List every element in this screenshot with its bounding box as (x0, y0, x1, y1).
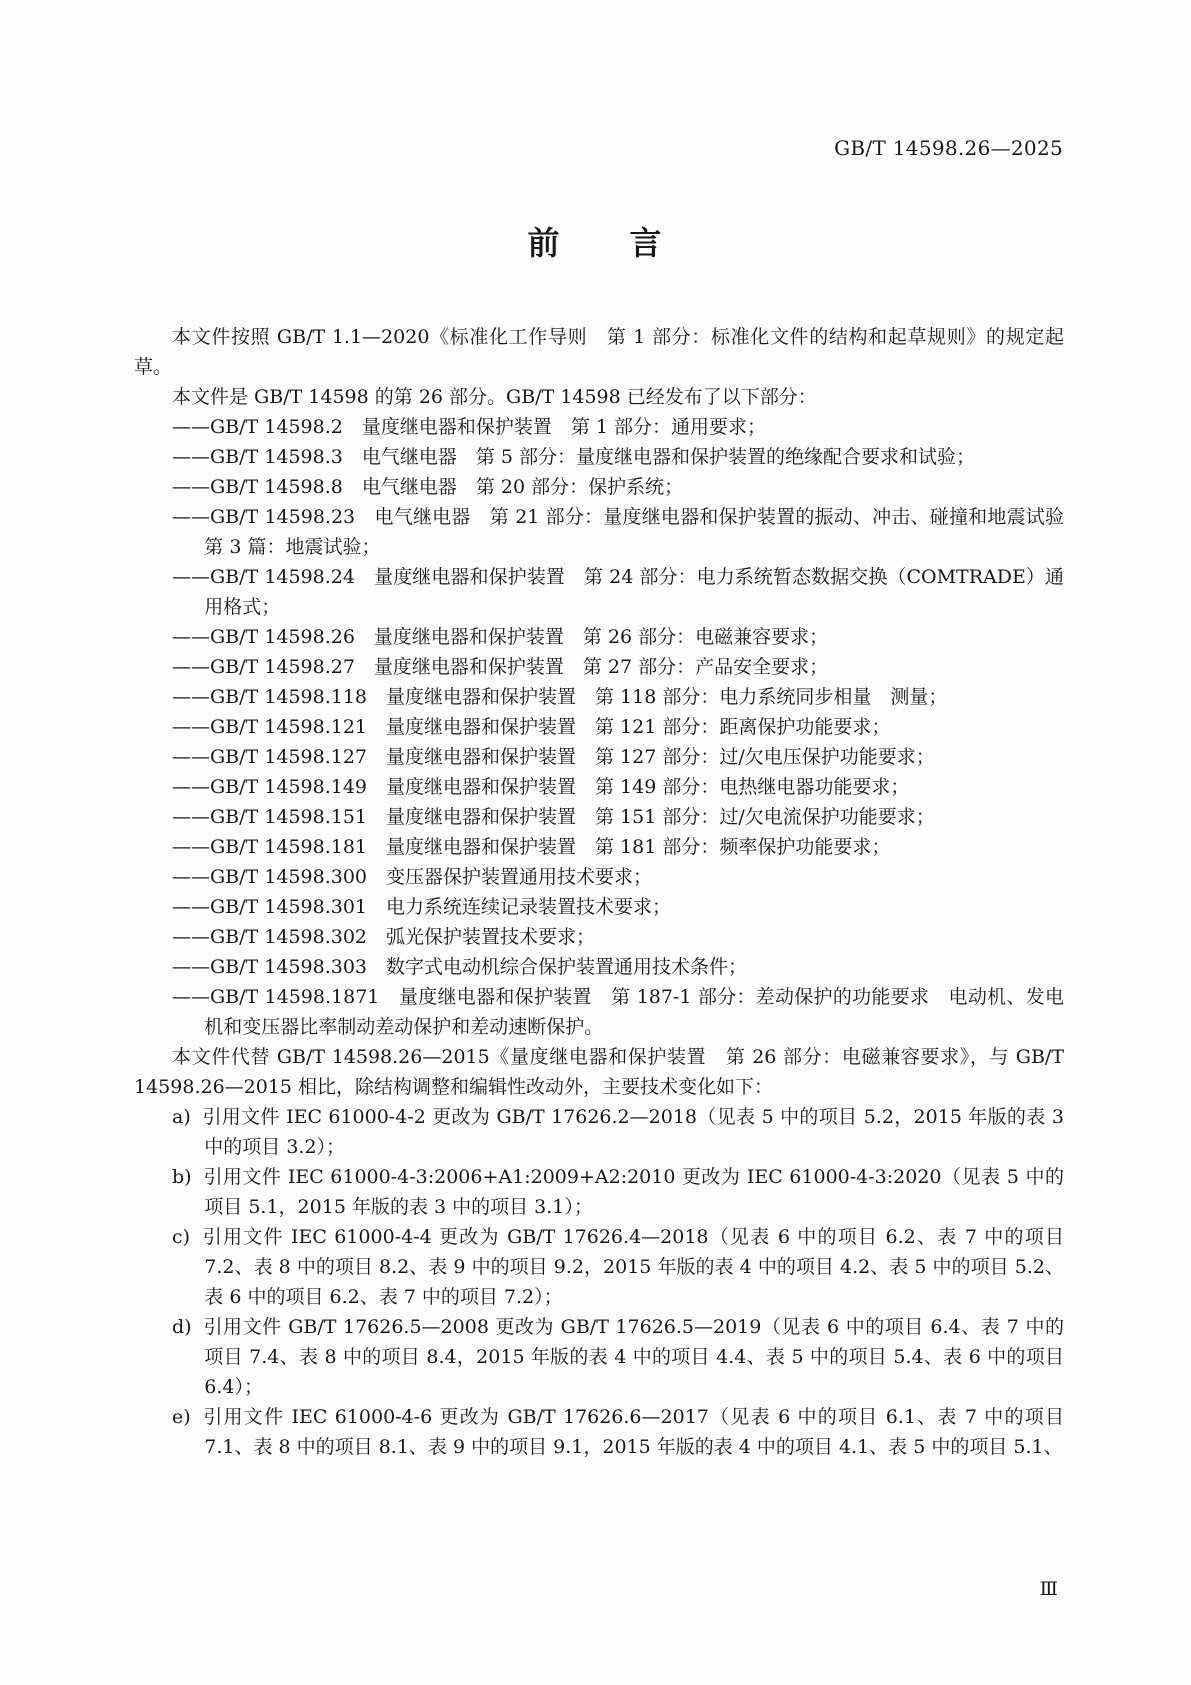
change-item-text: 引用文件 IEC 61000-4-3:2006+A1:2009+A2:2010 更改为 IEC 61000-4-3:2020（见表 5 中的项目 5.1，2015 年版的表 3 中的项目 3.1）； (202, 1166, 1064, 1218)
paragraph-drafting-rules: 本文件按照 GB/T 1.1—2020《标准化工作导则 第 1 部分：标准化文件的结构和起草规则》的规定起草。 (134, 326, 1064, 378)
change-item-label: a) (172, 1106, 191, 1128)
published-part-item: ——GB/T 14598.23 电气继电器 第 21 部分：量度继电器和保护装置的振动、冲击、碰撞和地震试验 第 3 篇：地震试验； (172, 506, 1084, 558)
doc-number: GB/T 14598.26—2025 (834, 136, 1063, 160)
published-part-item: ——GB/T 14598.121 量度继电器和保护装置 第 121 部分：距离保护功能要求； (172, 716, 891, 738)
published-part-item: ——GB/T 14598.181 量度继电器和保护装置 第 181 部分：频率保护功能要求； (172, 836, 891, 858)
page-title: 前 言 (527, 224, 664, 262)
paragraph-replacement: 本文件代替 GB/T 14598.26—2015《量度继电器和保护装置 第 26 部分：电磁兼容要求》，与 GB/T 14598.26—2015 相比，除结构调整和编辑性改动外，主要技术变化如下： (134, 1046, 1064, 1098)
change-item (134, 1312, 1064, 1402)
published-parts-list (134, 412, 1084, 1042)
published-part-item: ——GB/T 14598.2 量度继电器和保护装置 第 1 部分：通用要求； (172, 416, 766, 438)
doc-body (134, 322, 1084, 1462)
change-item (134, 1162, 1064, 1222)
change-item (134, 1222, 1064, 1312)
change-item (134, 1402, 1064, 1462)
published-part-item: ——GB/T 14598.8 电气继电器 第 20 部分：保护系统； (172, 476, 684, 498)
published-part-item: ——GB/T 14598.3 电气继电器 第 5 部分：量度继电器和保护装置的绝缘配合要求和试验； (172, 446, 975, 468)
page-number: Ⅲ (1039, 1578, 1058, 1600)
published-part-item: ——GB/T 14598.26 量度继电器和保护装置 第 26 部分：电磁兼容要求； (172, 626, 829, 648)
published-part-item: ——GB/T 14598.24 量度继电器和保护装置 第 24 部分：电力系统暂态数据交换（COMTRADE）通用格式； (172, 566, 1064, 618)
change-item-text: 引用文件 IEC 61000-4-4 更改为 GB/T 17626.4—2018（见表 6 中的项目 6.2、表 7 中的项目 7.2、表 8 中的项目 8.2、表 9 中的项目 9.2，2015 年版的表 4 中的项目 4.2、表 5 中的项目 5.2、表 6 中的项目 6.2、表 7 中的项目 7.2）； (201, 1226, 1064, 1308)
change-item-text: 引用文件 IEC 61000-4-2 更改为 GB/T 17626.2—2018（见表 5 中的项目 5.2，2015 年版的表 3 中的项目 3.2）； (202, 1106, 1064, 1158)
change-item-label: e) (172, 1406, 191, 1428)
change-item-label: b) (172, 1166, 192, 1188)
change-item-label: c) (172, 1226, 191, 1248)
published-part-item: ——GB/T 14598.27 量度继电器和保护装置 第 27 部分：产品安全要求； (172, 656, 829, 678)
published-part-item: ——GB/T 14598.301 电力系统连续记录装置技术要求； (172, 896, 672, 918)
published-part-item: ——GB/T 14598.151 量度继电器和保护装置 第 151 部分：过/欠电流保护功能要求； (172, 806, 935, 828)
paragraph-parts-intro: 本文件是 GB/T 14598 的第 26 部分。GB/T 14598 已经发布了以下部分： (172, 386, 817, 408)
published-part-item: ——GB/T 14598.118 量度继电器和保护装置 第 118 部分：电力系统同步相量 测量； (172, 686, 948, 708)
published-part-item: ——GB/T 14598.127 量度继电器和保护装置 第 127 部分：过/欠电压保护功能要求； (172, 746, 935, 768)
change-item (134, 1102, 1064, 1162)
changes-list (134, 1102, 1064, 1462)
published-part-item: ——GB/T 14598.302 弧光保护装置技术要求； (172, 926, 596, 948)
published-part-item: ——GB/T 14598.300 变压器保护装置通用技术要求； (172, 866, 653, 888)
change-item-label: d) (172, 1316, 192, 1338)
published-part-item: ——GB/T 14598.303 数字式电动机综合保护装置通用技术条件； (172, 956, 748, 978)
change-item-text: 引用文件 GB/T 17626.5—2008 更改为 GB/T 17626.5—2019（见表 6 中的项目 6.4、表 7 中的项目 7.4、表 8 中的项目 8.4，2015 年版的表 4 中的项目 4.4、表 5 中的项目 5.4、表 6 中的项目 6.4）； (202, 1316, 1064, 1398)
published-part-item: ——GB/T 14598.1871 量度继电器和保护装置 第 187-1 部分：差动保护的功能要求 电动机、发电机和变压器比率制动差动保护和差动速断保护。 (172, 986, 1064, 1038)
published-part-item: ——GB/T 14598.149 量度继电器和保护装置 第 149 部分：电热继电器功能要求； (172, 776, 910, 798)
change-item-text: 引用文件 IEC 61000-4-6 更改为 GB/T 17626.6—2017（见表 6 中的项目 6.1、表 7 中的项目 7.1、表 8 中的项目 8.1、表 9 中的项目 9.1，2015 年版的表 4 中的项目 4.1、表 5 中的项目 5.1、 (202, 1406, 1064, 1458)
